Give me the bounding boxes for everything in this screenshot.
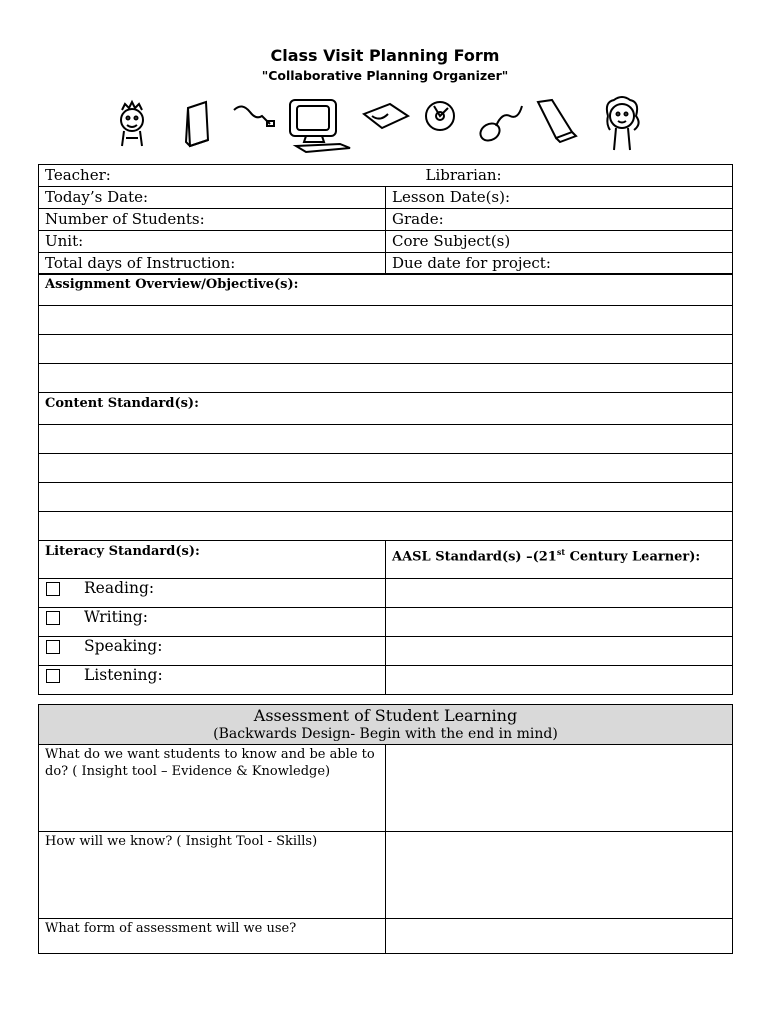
core-subjects-label: Core Subject(s) (392, 232, 511, 250)
assessment-header (39, 705, 733, 745)
clipart-strip (110, 94, 660, 156)
reading-label: Reading: (84, 579, 155, 597)
computer-icon (290, 100, 350, 152)
todays-date-label: Today’s Date: (45, 188, 149, 206)
aasl-standards-line[interactable] (386, 666, 733, 695)
num-students-cell[interactable] (39, 209, 386, 231)
form-title: Class Visit Planning Form (270, 46, 500, 65)
speaking-checkbox[interactable] (46, 640, 60, 654)
due-date-label: Due date for project: (392, 254, 551, 272)
aasl-standards-line[interactable] (386, 579, 733, 608)
aasl-standards-line[interactable] (386, 637, 733, 666)
content-standards-line[interactable] (39, 425, 733, 454)
notebook-icon (364, 104, 408, 128)
todays-date-cell[interactable] (39, 187, 386, 209)
assignment-overview-heading: Assignment Overview/Objective(s): (39, 274, 733, 306)
total-days-label: Total days of Instruction: (45, 254, 236, 272)
mouse-icon (477, 106, 522, 144)
content-standards-line[interactable] (39, 483, 733, 512)
assessment-subtitle: (Backwards Design- Begin with the end in mind) (213, 726, 558, 742)
assessment-question: What do we want students to know and be able to do? ( Insight tool – Evidence & Knowledge) (39, 745, 386, 832)
info-row (39, 165, 733, 187)
student-face-icon (121, 102, 143, 146)
assignment-overview-line[interactable] (39, 364, 733, 393)
teacher-label: Teacher: (45, 166, 111, 184)
literacy-reading-row (39, 579, 386, 608)
teacher-librarian-cell[interactable] (39, 165, 733, 187)
form-subtitle: "Collaborative Planning Organizer" (261, 68, 509, 83)
assessment-question: How will we know? ( Insight Tool - Skills) (39, 832, 386, 919)
info-row (39, 187, 733, 209)
assessment-answer-cell[interactable] (386, 745, 733, 832)
assignment-overview-line[interactable] (39, 335, 733, 364)
due-date-cell[interactable] (386, 253, 733, 275)
speaking-label: Speaking: (84, 637, 163, 655)
assessment-title: Assessment of Student Learning (253, 706, 518, 725)
content-standards-heading: Content Standard(s): (39, 393, 733, 425)
literacy-listening-row (39, 666, 386, 695)
lesson-dates-label: Lesson Date(s): (392, 188, 511, 206)
info-table (38, 164, 733, 275)
literacy-speaking-row (39, 637, 386, 666)
literacy-writing-row (39, 608, 386, 637)
listening-label: Listening: (84, 666, 163, 684)
grade-cell[interactable] (386, 209, 733, 231)
reading-checkbox[interactable] (46, 582, 60, 596)
literacy-standards-heading: Literacy Standard(s): (39, 541, 386, 579)
assessment-answer-cell[interactable] (386, 832, 733, 919)
content-standards-line[interactable] (39, 454, 733, 483)
listening-checkbox[interactable] (46, 669, 60, 683)
info-row (39, 231, 733, 253)
assignment-overview-line[interactable] (39, 306, 733, 335)
aasl-standards-line[interactable] (386, 608, 733, 637)
assessment-table (38, 704, 733, 954)
grade-label: Grade: (392, 210, 444, 228)
unit-cell[interactable] (39, 231, 386, 253)
info-row (39, 253, 733, 275)
book-icon (186, 102, 208, 146)
aasl-standards-heading: AASL Standard(s) –(21st Century Learner): (386, 541, 733, 579)
writing-label: Writing: (84, 608, 148, 626)
lesson-dates-cell[interactable] (386, 187, 733, 209)
total-days-cell[interactable] (39, 253, 386, 275)
cd-icon (426, 102, 454, 130)
core-subjects-cell[interactable] (386, 231, 733, 253)
cable-icon (234, 106, 274, 126)
planning-table (38, 273, 733, 695)
book-icon (538, 100, 576, 142)
unit-label: Unit: (45, 232, 84, 250)
librarian-label: Librarian: (425, 166, 502, 184)
num-students-label: Number of Students: (45, 210, 205, 228)
girl-face-icon (607, 97, 639, 150)
info-row (39, 209, 733, 231)
content-standards-line[interactable] (39, 512, 733, 541)
assessment-question: What form of assessment will we use? (39, 919, 386, 954)
assessment-answer-cell[interactable] (386, 919, 733, 954)
writing-checkbox[interactable] (46, 611, 60, 625)
